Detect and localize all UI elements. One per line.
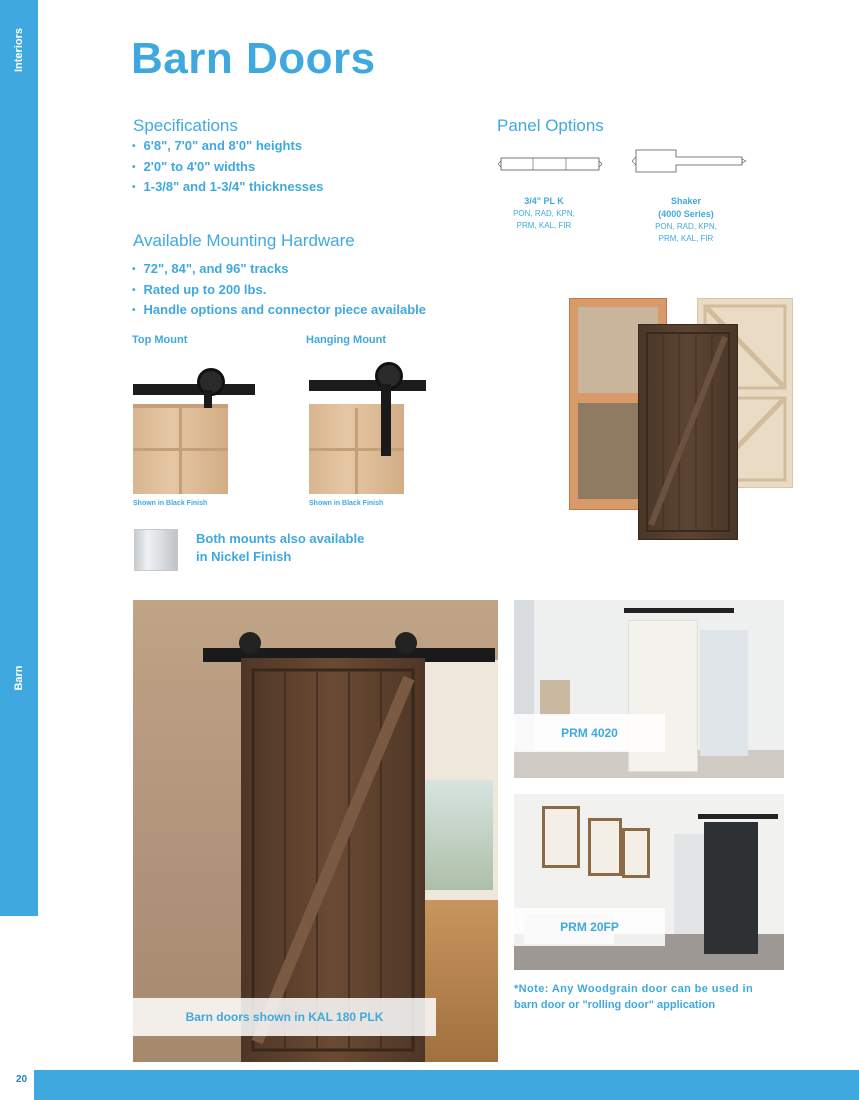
hanging-mount-label: Hanging Mount	[306, 334, 387, 346]
hanging-mount-image	[309, 360, 404, 494]
panel-option-plank-line: PRM, KAL, FIR	[516, 221, 572, 230]
sidebar-label-interiors: Interiors	[13, 27, 25, 73]
panel-option-plank	[500, 195, 588, 232]
panel-profile-shaker-diagram	[632, 147, 750, 175]
list-item: • Rated up to 200 lbs.	[132, 281, 426, 302]
list-item: • Handle options and connector piece available	[132, 301, 426, 322]
prm20fp-caption: PRM 20FP	[514, 908, 665, 946]
panel-option-shaker-series: (4000 Series)	[658, 209, 714, 219]
prm4020-caption: PRM 4020	[514, 714, 665, 752]
top-mount-image	[133, 360, 228, 494]
product-doors-image	[545, 290, 825, 540]
panel-option-shaker	[640, 195, 732, 245]
panel-option-plank-line: PON, RAD, KPN,	[513, 209, 575, 218]
list-item: • 72", 84", and 96" tracks	[132, 260, 426, 281]
footer-bar	[34, 1070, 859, 1100]
list-item: • 2'0" to 4'0" widths	[132, 158, 323, 179]
hardware-list	[132, 260, 426, 322]
specifications-list	[132, 137, 323, 199]
list-item: • 6'8", 7'0" and 8'0" heights	[132, 137, 323, 158]
main-room-photo	[133, 600, 498, 1062]
woodgrain-note-line1: *Note: Any Woodgrain door can be used in	[514, 983, 754, 995]
top-mount-label: Top Mount	[132, 334, 188, 346]
main-photo-caption: Barn doors shown in KAL 180 PLK	[133, 998, 436, 1036]
hardware-heading: Available Mounting Hardware	[133, 231, 355, 250]
specifications-heading: Specifications	[133, 116, 238, 135]
top-mount-finish-caption: Shown in Black Finish	[133, 500, 208, 507]
page-title: Barn Doors	[131, 34, 376, 83]
panel-option-shaker-line: PON, RAD, KPN,	[655, 222, 717, 231]
hanging-mount-finish-caption: Shown in Black Finish	[309, 500, 384, 507]
list-item: • 1-3/8" and 1-3/4" thicknesses	[132, 178, 323, 199]
panel-profile-plank-diagram	[498, 153, 603, 175]
panel-option-plank-name: 3/4" PL K	[524, 196, 564, 206]
woodgrain-note-line2: barn door or "rolling door" application	[514, 999, 716, 1011]
nickel-finish-note-line2: in Nickel Finish	[196, 549, 292, 564]
nickel-finish-swatch	[134, 529, 178, 571]
panel-options-heading: Panel Options	[497, 116, 604, 135]
panel-option-shaker-line: PRM, KAL, FIR	[658, 234, 714, 243]
nickel-finish-note-line1: Both mounts also available	[196, 531, 365, 546]
page-number: 20	[16, 1074, 28, 1085]
sidebar-label-barn: Barn	[13, 665, 25, 691]
sidebar	[0, 0, 38, 916]
panel-option-shaker-name: Shaker	[670, 196, 702, 206]
